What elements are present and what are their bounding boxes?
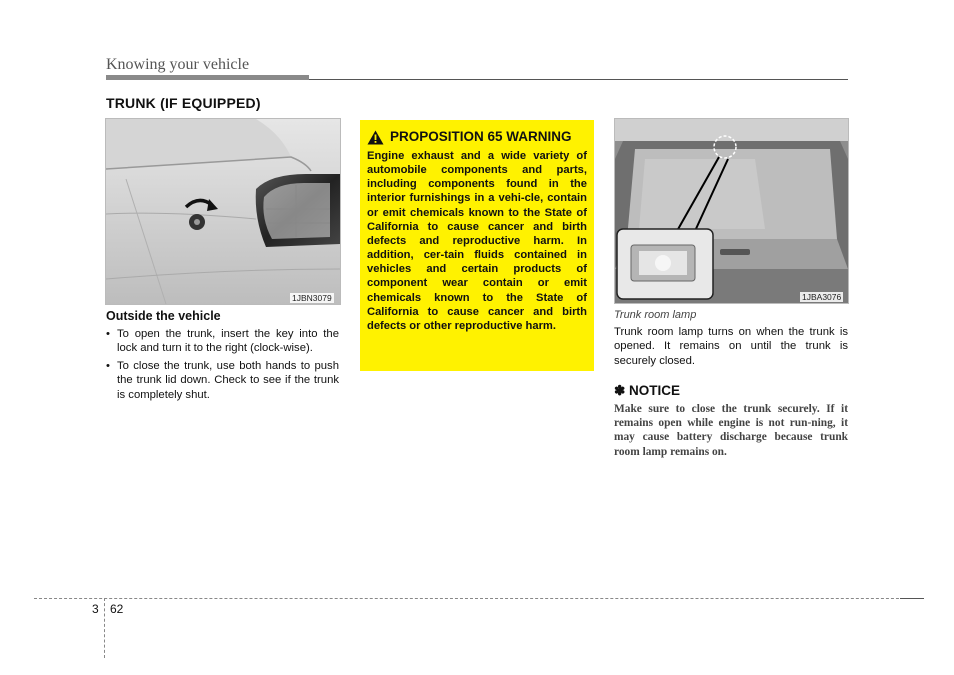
warning-body: Engine exhaust and a wide variety of automobile components and parts, including components found in the interior furnishings in a vehi-cle, contain or emit chemicals known to the State of California to cause cancer and birth defects and reproductive harm. In addition, cer-tain fluids contained in vehicles and certain products of component wear contain or emit chemicals known to the State of California to cause cancer and birth defects or other reproductive harm. (367, 150, 587, 332)
footer-rule (900, 598, 924, 599)
proposition-65-warning-box (360, 120, 594, 371)
chapter-number: 3 (92, 602, 99, 616)
outside-vehicle-heading: Outside the vehicle (106, 309, 221, 323)
list-item-text: To open the trunk, insert the key into the lock and turn it to the right (clock-wise). (117, 328, 339, 355)
list-item-text: To close the trunk, use both hands to push the trunk lid down. Check to see if the trunk is completely shut. (117, 359, 339, 401)
trunk-lock-photo (105, 118, 341, 305)
warning-triangle-icon (367, 130, 384, 145)
running-header: Knowing your vehicle (106, 56, 250, 73)
image-caption: Trunk room lamp (614, 309, 697, 321)
instruction-list (106, 327, 339, 405)
footer-divider (34, 598, 924, 599)
page-number: 62 (110, 602, 124, 616)
notice-heading: ✽ NOTICE (614, 383, 681, 398)
image-code-label: 1JBN3079 (292, 293, 332, 303)
trunk-room-lamp-photo (614, 118, 849, 304)
notice-body: Make sure to close the trunk securely. If it remains open while engine is not run-ning, it may cause battery discharge because trunk room lamp remains on. (614, 403, 848, 458)
header-rule-thin (309, 79, 848, 80)
list-item: • To open the trunk, insert the key into the lock and turn it to the right (clock-wise). (106, 328, 339, 355)
header-rule-thick (106, 75, 309, 80)
image-code-label: 1JBA3076 (802, 292, 842, 302)
list-item: • To close the trunk, use both hands to push the trunk lid down. Check to see if the trunk is completely shut. (106, 359, 339, 401)
trunk-lamp-description: Trunk room lamp turns on when the trunk is opened. It remains on until the trunk is securely closed. (614, 326, 848, 367)
section-title: TRUNK (IF EQUIPPED) (106, 95, 261, 111)
footer-vertical-divider (104, 598, 105, 658)
warning-title: PROPOSITION 65 WARNING (390, 129, 572, 144)
